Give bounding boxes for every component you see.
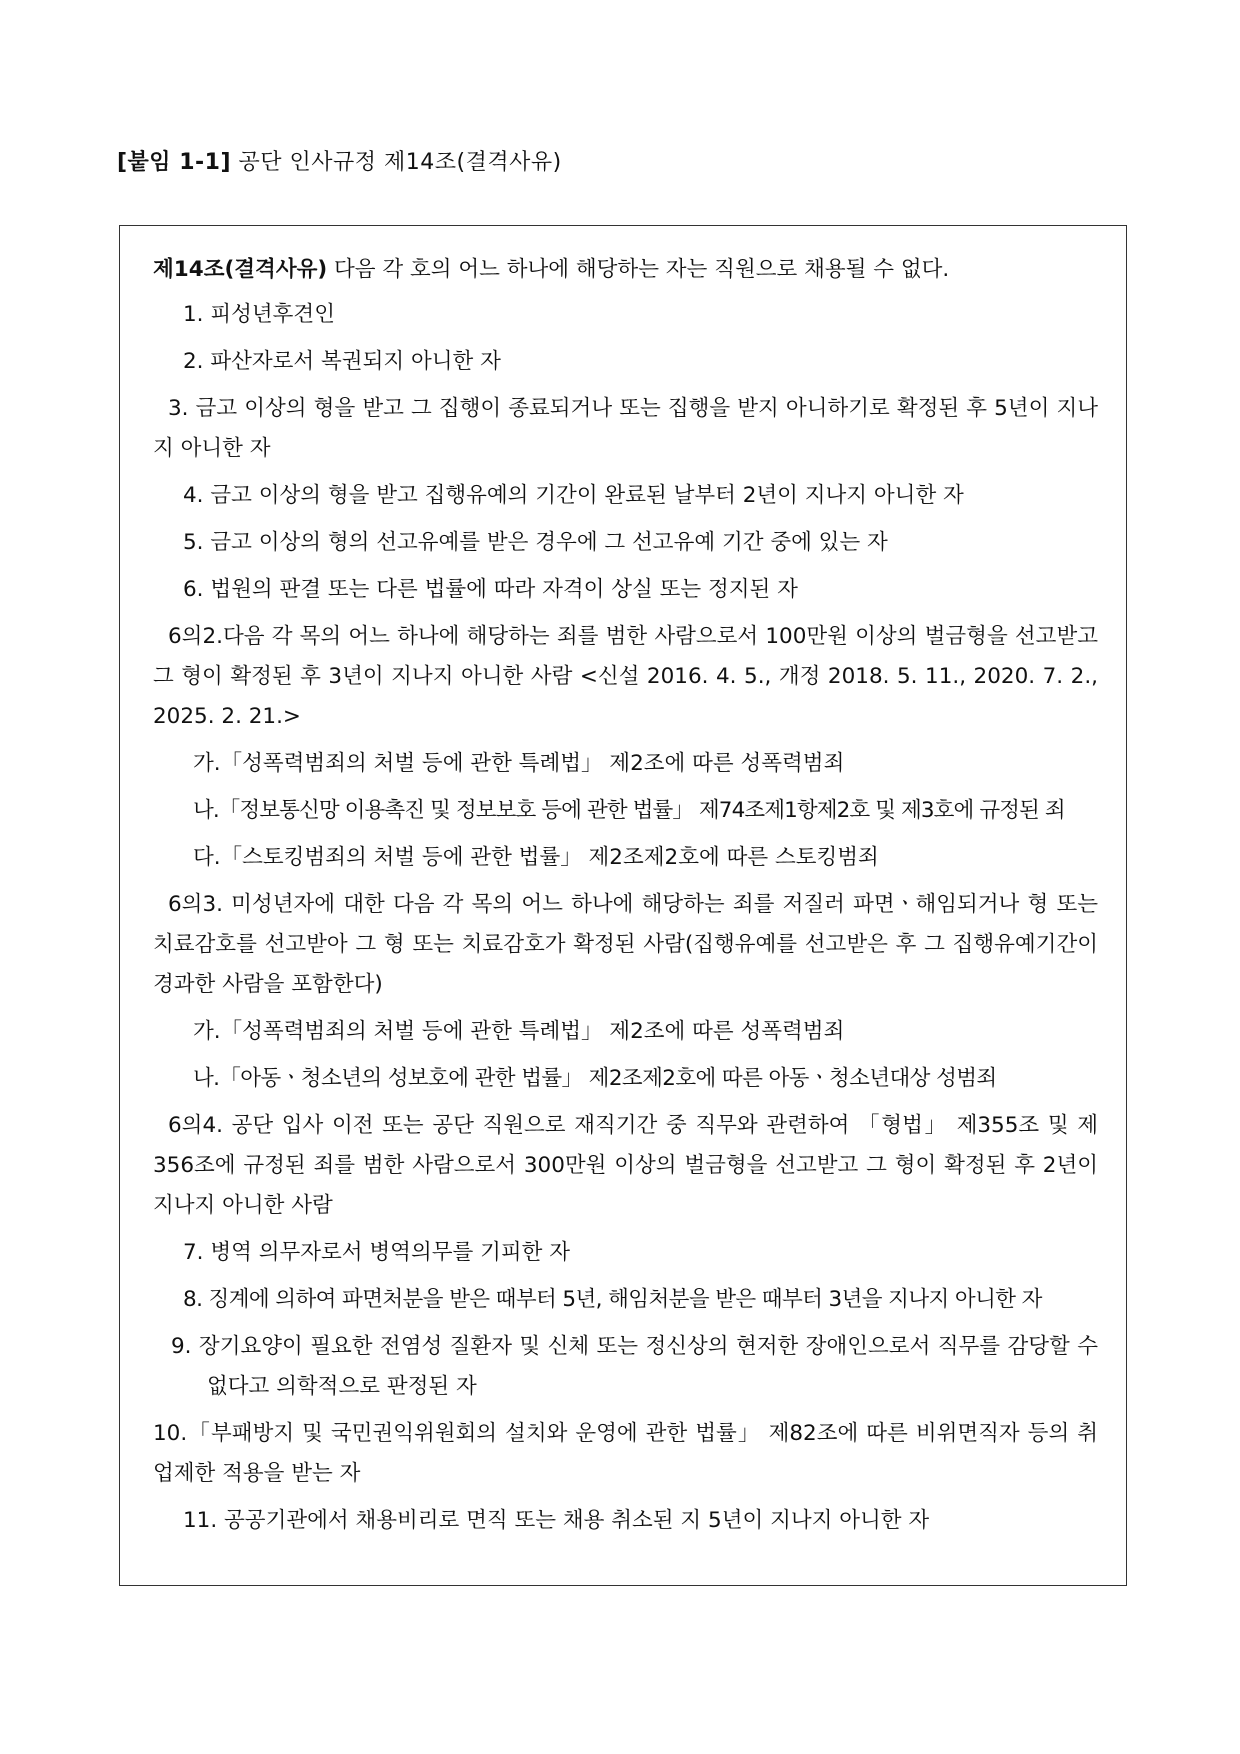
item-6: 6. 법원의 판결 또는 다른 법률에 따라 자격이 상실 또는 정지된 자 — [183, 577, 798, 602]
article-intro — [153, 250, 1098, 290]
article-intro-text: 다음 각 호의 어느 하나에 해당하는 자는 직원으로 채용될 수 없다. — [334, 257, 950, 282]
item-6-2-a: 가.「성폭력범죄의 처벌 등에 관한 특례법」 제2조에 따른 성폭력범죄 — [193, 751, 845, 776]
attachment-title: 공단 인사규정 제14조(결격사유) — [238, 150, 562, 175]
item-11: 11. 공공기관에서 채용비리로 면직 또는 채용 취소된 지 5년이 지나지 아니한 자 — [183, 1508, 930, 1533]
item-6-4: 6의4. 공단 입사 이전 또는 공단 직원으로 재직기간 중 직무와 관련하여 「형법」 제355조 및 제356조에 규정된 죄를 범한 사람으로서 300만원 이상의 벌금형을 선고받고 그 형이 확정된 후 2년이 지나지 아니한 사람 — [153, 1113, 1098, 1218]
item-6-3: 6의3. 미성년자에 대한 다음 각 목의 어느 하나에 해당하는 죄를 저질러 파면ㆍ해임되거나 형 또는 치료감호를 선고받아 그 형 또는 치료감호가 확정된 사람(집행유예를 선고받은 후 그 집행유예기간이 경과한 사람을 포함한다) — [153, 892, 1098, 997]
attachment-heading — [117, 147, 562, 179]
item-6-2-b: 나.「정보통신망 이용촉진 및 정보보호 등에 관한 법률」 제74조제1항제2호 및 제3호에 규정된 죄 — [193, 798, 1065, 823]
article-content — [153, 250, 1098, 1548]
item-7: 7. 병역 의무자로서 병역의무를 기피한 자 — [183, 1240, 570, 1265]
item-1: 1. 피성년후견인 — [183, 302, 335, 327]
item-6-3-b: 나.「아동ㆍ청소년의 성보호에 관한 법률」 제2조제2호에 따른 아동ㆍ청소년대상 성범죄 — [193, 1066, 997, 1091]
item-5: 5. 금고 이상의 형의 선고유예를 받은 경우에 그 선고유예 기간 중에 있는 자 — [183, 530, 888, 555]
article-title: 제14조(결격사유) — [153, 257, 328, 282]
item-10: 10.「부패방지 및 국민권익위원회의 설치와 운영에 관한 법률」 제82조에 따른 비위면직자 등의 취업제한 적용을 받는 자 — [153, 1421, 1098, 1486]
item-6-2: 6의2.다음 각 목의 어느 하나에 해당하는 죄를 범한 사람으로서 100만원 이상의 벌금형을 선고받고 그 형이 확정된 후 3년이 지나지 아니한 사람 <신설 2016. 4. 5., 개정 2018. 5. 11., 2020. 7. 2., 2025. 2. 21.> — [153, 624, 1098, 729]
item-4: 4. 금고 이상의 형을 받고 집행유예의 기간이 완료된 날부터 2년이 지나지 아니한 자 — [183, 483, 964, 508]
attachment-label: [붙임 1-1] — [117, 150, 232, 175]
item-6-2-c: 다.「스토킹범죄의 처벌 등에 관한 법률」 제2조제2호에 따른 스토킹범죄 — [193, 845, 879, 870]
item-8: 8. 징계에 의하여 파면처분을 받은 때부터 5년, 해임처분을 받은 때부터 3년을 지나지 아니한 자 — [183, 1287, 1042, 1312]
item-2: 2. 파산자로서 복권되지 아니한 자 — [183, 349, 501, 374]
item-3: 3. 금고 이상의 형을 받고 그 집행이 종료되거나 또는 집행을 받지 아니하기로 확정된 후 5년이 지나지 아니한 자 — [153, 396, 1098, 461]
item-9: 9. 장기요양이 필요한 전염성 질환자 및 신체 또는 정신상의 현저한 장애인으로서 직무를 감당할 수 없다고 의학적으로 판정된 자 — [171, 1334, 1098, 1399]
article-box — [119, 225, 1127, 1586]
item-6-3-a: 가.「성폭력범죄의 처벌 등에 관한 특례법」 제2조에 따른 성폭력범죄 — [193, 1019, 845, 1044]
